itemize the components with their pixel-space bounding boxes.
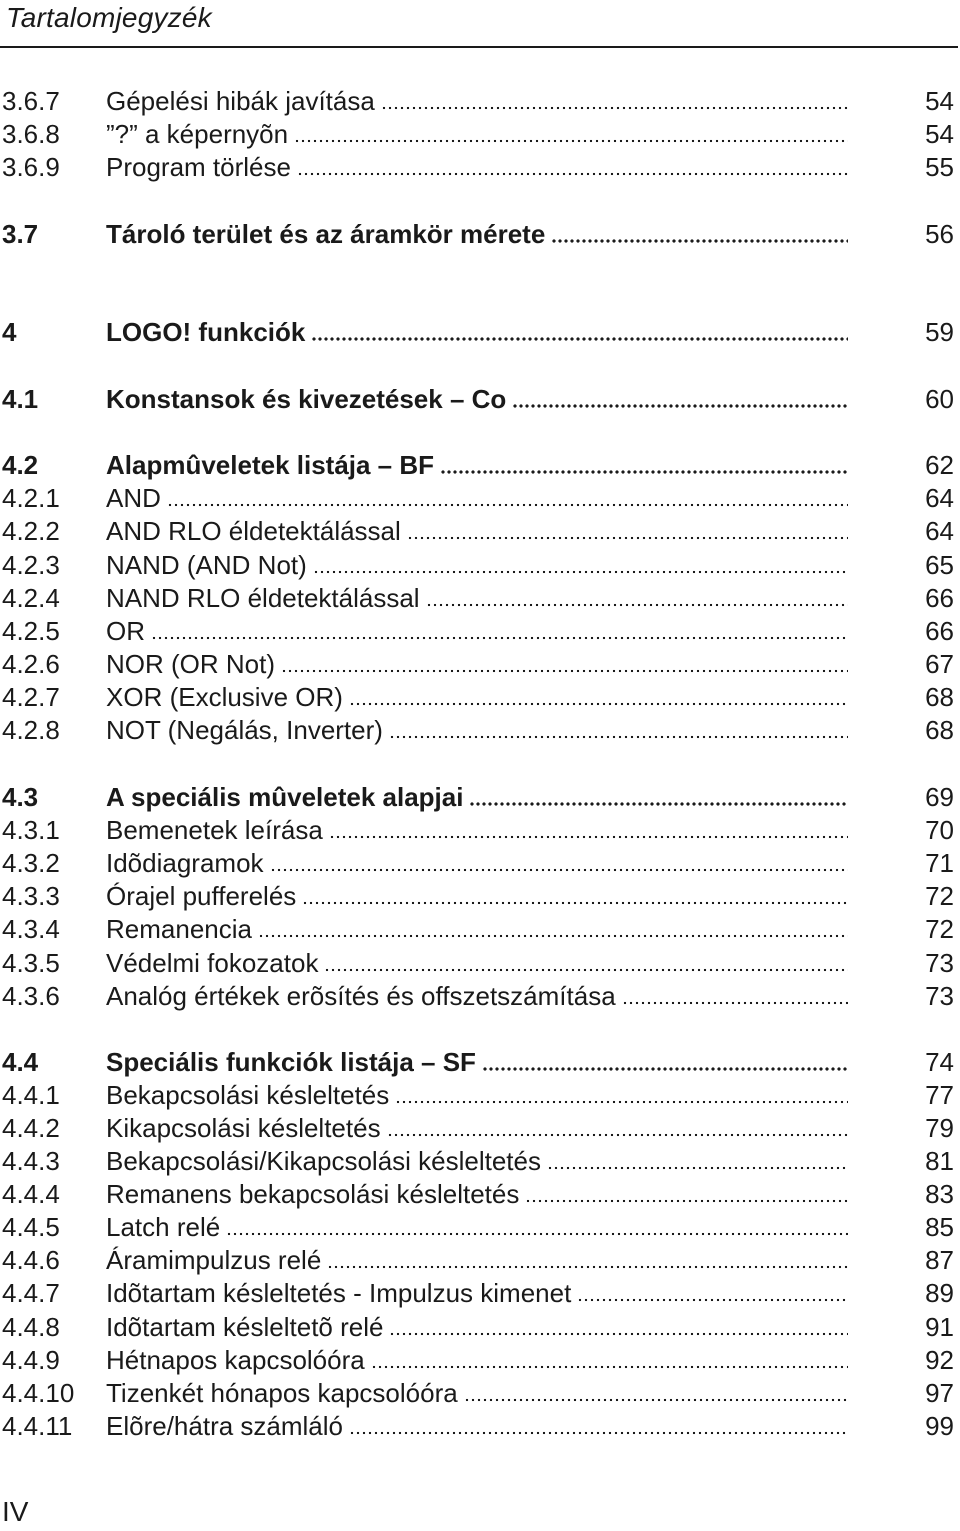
toc-entry-title: Elõre/hátra számláló [106,1411,343,1441]
dot-leader [389,735,848,739]
toc-entry-page: 74 [925,1047,954,1077]
toc-entry [0,1409,960,1443]
toc-entry [0,1376,960,1410]
toc-entry-title: A speciális mûveletek alapjai [106,782,464,812]
toc-entry-title: Áramimpulzus relé [106,1245,322,1275]
toc-entry-page: 97 [925,1378,954,1408]
toc-entry-page: 54 [925,119,954,149]
toc-entry-title: Hétnapos kapcsolóóra [106,1345,365,1375]
toc-entry [0,1144,960,1178]
toc-entry-title: AND [106,483,161,513]
toc-entry-page: 73 [925,981,954,1011]
toc-entry [0,614,960,648]
dot-leader [349,702,848,706]
toc-entry-number: 4 [2,317,17,347]
toc-entry-number: 4.3.5 [2,948,60,978]
dot-leader [226,1232,848,1236]
toc-entry-title: Órajel pufferelés [106,881,297,911]
toc-entry-title: NOT (Negálás, Inverter) [106,715,383,745]
toc-entry [0,548,960,582]
toc-entry-number: 4.2.6 [2,649,60,679]
toc-entry-page: 72 [925,914,954,944]
toc-entry-number: 4.3.2 [2,848,60,878]
dot-leader [327,1265,848,1269]
toc-entry-number: 4.4.6 [2,1245,60,1275]
toc-entry [0,780,960,814]
toc-entry-number: 4.3.4 [2,914,60,944]
dot-leader [577,1298,848,1302]
toc-entry-number: 4.2.2 [2,516,60,546]
dot-leader [270,868,848,872]
toc-entry-number: 4.2.3 [2,550,60,580]
toc-entry [0,1310,960,1344]
toc-entry-number: 4.4.9 [2,1345,60,1375]
toc-entry-title: Alapmûveletek listája – BF [106,450,435,480]
toc-entry-title: Védelmi fokozatok [106,948,319,978]
toc-entry-title: Idõtartam késleltetés - Impulzus kimenet [106,1278,572,1308]
toc-entry-number: 3.7 [2,219,39,249]
toc-entry-title: Bekapcsolási késleltetés [106,1080,390,1110]
toc-entry-title: Idõdiagramok [106,848,264,878]
toc-entry [0,813,960,847]
dot-leader [482,1067,848,1071]
dot-leader [324,968,848,972]
toc-entry-page: 59 [925,317,954,347]
dot-leader [464,1398,848,1402]
dot-leader [302,901,848,905]
toc-entry-title: XOR (Exclusive OR) [106,682,343,712]
toc-entry-title: Idõtartam késleltetõ relé [106,1312,384,1342]
toc-entry-number: 4.1 [2,384,39,414]
toc-entry-page: 72 [925,881,954,911]
dot-leader [371,1365,848,1369]
toc-entry-number: 4.3.3 [2,881,60,911]
toc-entry-page: 70 [925,815,954,845]
toc-entry-title: Latch relé [106,1212,221,1242]
dot-leader [313,570,848,574]
toc-entry-page: 71 [925,848,954,878]
dot-leader [387,1133,848,1137]
toc-entry-page: 87 [925,1245,954,1275]
toc-entry-number: 4.2.4 [2,583,60,613]
toc-entry-page: 66 [925,583,954,613]
toc-entry-number: 3.6.7 [2,86,60,116]
toc-entry [0,1078,960,1112]
dot-leader [426,603,848,607]
toc-entry-number: 4.4.11 [2,1411,73,1441]
toc-entry-title: LOGO! funkciók [106,317,306,347]
page-header-title: Tartalomjegyzék [6,2,212,33]
toc-entry-page: 85 [925,1212,954,1242]
toc-entry-title: Speciális funkciók listája – SF [106,1047,476,1077]
toc-entry-page: 79 [925,1113,954,1143]
toc-entry-page: 67 [925,649,954,679]
toc-entry-title: Remanencia [106,914,252,944]
toc-entry-page: 60 [925,384,954,414]
toc-entry [0,1210,960,1244]
dot-leader [167,503,848,507]
toc-entry-title: NAND (AND Not) [106,550,307,580]
toc-entry [0,846,960,880]
toc-entry-title: Program törlése [106,152,291,182]
toc-entry [0,680,960,714]
toc-entry-number: 4.2.7 [2,682,60,712]
dot-leader [440,470,848,474]
toc-entry [0,1177,960,1211]
toc-entry-title: Bemenetek leírása [106,815,323,845]
dot-leader [294,139,848,143]
toc-entry-title: Konstansok és kivezetések – Co [106,384,507,414]
toc-entry-title: OR [106,616,145,646]
toc-entry [0,1045,960,1079]
toc-entry-page: 83 [925,1179,954,1209]
toc-entry [0,315,960,349]
toc-entry-number: 4.4.3 [2,1146,60,1176]
dot-leader [407,536,848,540]
dot-leader [281,669,848,673]
toc-entry-title: ”?” a képernyõn [106,119,289,149]
toc-entry-number: 3.6.8 [2,119,60,149]
dot-leader [547,1166,848,1170]
toc-entry-title: Bekapcsolási/Kikapcsolási késleltetés [106,1146,541,1176]
toc-entry-number: 4.2.5 [2,616,60,646]
toc-entry [0,117,960,151]
toc-entry-title: NOR (OR Not) [106,649,275,679]
toc-entry [0,912,960,946]
dot-leader [395,1100,848,1104]
toc-entry-title: Tizenkét hónapos kapcsolóóra [106,1378,458,1408]
toc-entry-page: 54 [925,86,954,116]
toc-entry-page: 89 [925,1278,954,1308]
toc-entry [0,647,960,681]
toc-entry-number: 4.3 [2,782,39,812]
page-number: IV [2,1496,29,1527]
toc-entry [0,382,960,416]
toc-entry-page: 55 [925,152,954,182]
toc-entry-number: 4.4.5 [2,1212,60,1242]
dot-leader [469,802,848,806]
toc-entry [0,1243,960,1277]
toc-entry-page: 66 [925,616,954,646]
toc-entry-title: Kikapcsolási késleltetés [106,1113,381,1143]
toc-entry-page: 92 [925,1345,954,1375]
toc-entry [0,217,960,251]
toc-entry [0,1111,960,1145]
toc-entry [0,713,960,747]
dot-leader [389,1332,848,1336]
toc-entry-page: 81 [925,1146,954,1176]
toc-entry-number: 4.4.8 [2,1312,60,1342]
dot-leader [311,337,848,341]
dot-leader [349,1431,848,1435]
toc-entry [0,514,960,548]
toc-entry-page: 91 [925,1312,954,1342]
toc-entry-number: 4.4 [2,1047,39,1077]
toc-entry-number: 4.4.4 [2,1179,60,1209]
dot-leader [525,1199,848,1203]
toc-entry-number: 4.4.2 [2,1113,60,1143]
toc-entry-page: 69 [925,782,954,812]
dot-leader [258,934,848,938]
toc-entry [0,448,960,482]
toc-entry-page: 64 [925,483,954,513]
dot-leader [151,636,848,640]
dot-leader [297,172,848,176]
dot-leader [329,835,848,839]
dot-leader [381,106,848,110]
toc-entry [0,946,960,980]
toc-entry [0,84,960,118]
toc-entry-page: 62 [925,450,954,480]
toc-entry-page: 99 [925,1411,954,1441]
toc-entry-title: Tároló terület és az áramkör mérete [106,219,546,249]
toc-entry-number: 4.4.7 [2,1278,60,1308]
dot-leader [622,1001,848,1005]
toc-entry-number: 3.6.9 [2,152,60,182]
toc-entry-number: 4.3.6 [2,981,60,1011]
dot-leader [512,404,848,408]
dot-leader [551,239,848,243]
toc-entry-page: 77 [925,1080,954,1110]
toc-entry [0,1276,960,1310]
toc-entry-page: 56 [925,219,954,249]
toc-entry-title: AND RLO éldetektálással [106,516,401,546]
toc-entry-number: 4.3.1 [2,815,60,845]
toc-entry [0,581,960,615]
toc-entry-number: 4.4.1 [2,1080,60,1110]
toc-entry-title: Remanens bekapcsolási késleltetés [106,1179,520,1209]
toc-entry [0,481,960,515]
toc-entry-number: 4.2.8 [2,715,60,745]
toc-entry-number: 4.4.10 [2,1378,75,1408]
toc-entry [0,879,960,913]
toc-entry-page: 65 [925,550,954,580]
toc-entry-number: 4.2 [2,450,39,480]
toc-entry-page: 64 [925,516,954,546]
toc-entry [0,150,960,184]
toc-entry-title: NAND RLO éldetektálással [106,583,420,613]
toc-entry-title: Gépelési hibák javítása [106,86,375,116]
toc-entry-title: Analóg értékek erõsítés és offszetszámítása [106,981,616,1011]
toc-entry-page: 68 [925,715,954,745]
toc-entry [0,1343,960,1377]
toc-entry-page: 68 [925,682,954,712]
toc-entry-number: 4.2.1 [2,483,60,513]
toc-entry [0,979,960,1013]
header-divider [0,46,958,48]
toc-entry-page: 73 [925,948,954,978]
